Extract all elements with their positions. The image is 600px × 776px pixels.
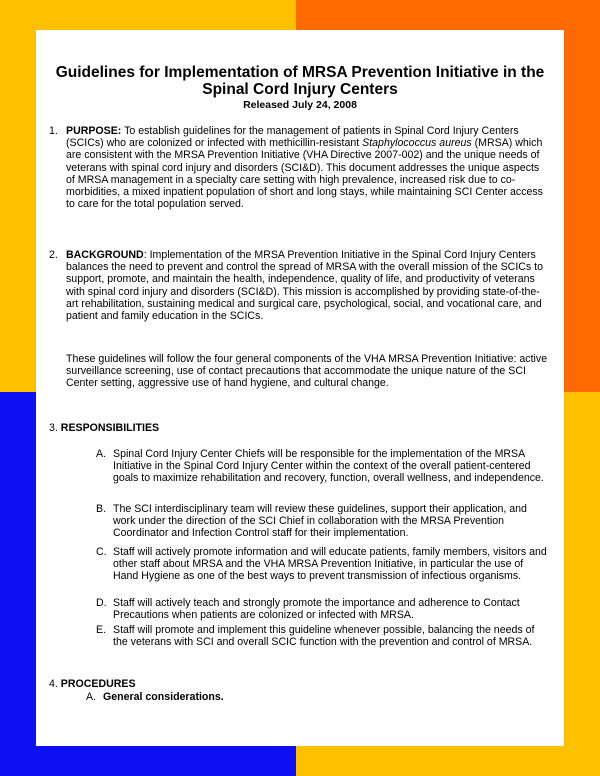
item-text: The SCI interdisciplinary team will review these guidelines, support their application, and work under the direction of the SCI Chief in collaboration with the MRSA Prevention Coordinator and Infection Control staff for their implementation. <box>113 503 527 540</box>
responsibility-item <box>96 546 549 583</box>
section-number: 3. <box>49 422 58 434</box>
frame-band-right-upper <box>564 0 600 392</box>
section-number: 1. <box>49 125 58 137</box>
purpose-text-a: To establish guidelines for the management of patients in Spinal Cord Injury Centers (SCICs) who are colonized or infected with methicillin-resistant <box>66 125 519 150</box>
responsibility-item <box>96 448 549 485</box>
item-letter: A. <box>96 448 107 460</box>
purpose-organism-name: Staphylococcus aureus <box>362 137 472 150</box>
item-text: Staff will actively teach and strongly promote the importance and adherence to Contact Precautions when patients are colonized or infected with MRSA. <box>113 597 520 622</box>
section-background <box>49 249 550 323</box>
item-letter: D. <box>96 597 107 609</box>
section-responsibilities-heading <box>49 422 159 434</box>
item-text: General considerations. <box>103 691 224 703</box>
frame-band-bottom-right <box>296 746 600 776</box>
frame-band-left-upper <box>0 0 36 392</box>
frame-band-right-lower <box>564 392 600 776</box>
item-letter: A. <box>86 691 97 703</box>
procedure-item <box>86 691 539 703</box>
item-letter: E. <box>96 624 107 636</box>
item-text: Staff will actively promote information and will educate patients, family members, visitors and other staff about MRSA and the VHA MRSA Prevention Initiative, in particular the use of Hand Hygiene as one of the best ways to prevent transmission of infectious organisms. <box>113 546 547 583</box>
section-heading: RESPONSIBILITIES <box>60 422 160 434</box>
responsibility-item <box>96 597 549 622</box>
document-page <box>36 30 564 746</box>
release-date: Released July 24, 2008 <box>243 99 357 111</box>
item-letter: B. <box>96 503 107 515</box>
responsibility-item <box>96 624 549 649</box>
background-paragraph <box>66 249 550 322</box>
responsibility-item <box>96 503 549 540</box>
background-text: : Implementation of the MRSA Prevention Initiative in the Spinal Cord Injury Centers balances the need to prevent and control the spread of MRSA with the overall mission of the SCICs to support, promote, and maintain the health, independence, quality of life, and productivity of veterans with spinal cord injury and disorders (SCI&D). This mission is accomplished by providing state-of-the-art rehabilitation, sustaining medical and surgical care, psychological, social, and vocational care, and patient and family education in the SCICs. <box>66 249 543 323</box>
frame-band-left-lower <box>0 392 36 776</box>
section-heading: PROCEDURES <box>60 678 136 690</box>
background-guidelines-text: These guidelines will follow the four general components of the VHA MRSA Prevention Initiative: active surveillance screening, use of contact precautions that accommodate the unique nature of the SCI Center setting, aggressive use of hand hygiene, and cultural change. <box>66 353 548 390</box>
item-text: Staff will promote and implement this guideline whenever possible, balancing the needs of the veterans with SCI and overall SCIC function with the prevention and control of MRSA. <box>113 624 535 649</box>
frame-band-top-right <box>296 0 600 30</box>
purpose-paragraph <box>66 125 550 210</box>
document-title: Guidelines for Implementation of MRSA Prevention Initiative in the Spinal Cord Injury Centers <box>55 64 545 98</box>
background-paragraph-2 <box>66 353 550 390</box>
section-purpose <box>49 125 550 211</box>
item-letter: C. <box>96 546 107 558</box>
section-number: 4. <box>49 678 58 690</box>
section-number: 2. <box>49 249 58 261</box>
purpose-text-b: (MRSA) which are consistent with the MRSA Prevention Initiative (VHA Directive 2007-002) and the unique needs of veterans with spinal cord injury and disorders (SCI&D). This document addresses the unique aspects of MRSA management in a specialty care setting with high prevalence, increased risk due to co-morbidities, a mixed inpatient population of short and long stays, while maintaining SCI Center access to care for the total population served. <box>66 137 543 211</box>
section-procedures-heading <box>49 678 136 690</box>
frame-band-top-left <box>0 0 296 30</box>
frame-band-bottom-left <box>0 746 296 776</box>
section-heading: PURPOSE: <box>66 125 122 137</box>
item-text: Spinal Cord Injury Center Chiefs will be responsible for the implementation of the MRSA Initiative in the Spinal Cord Injury Center within the context of the overall patient-centered goals to maximize rehabilitation and recovery, function, overall wellness, and independence. <box>113 448 544 485</box>
section-heading: BACKGROUND <box>66 249 144 261</box>
